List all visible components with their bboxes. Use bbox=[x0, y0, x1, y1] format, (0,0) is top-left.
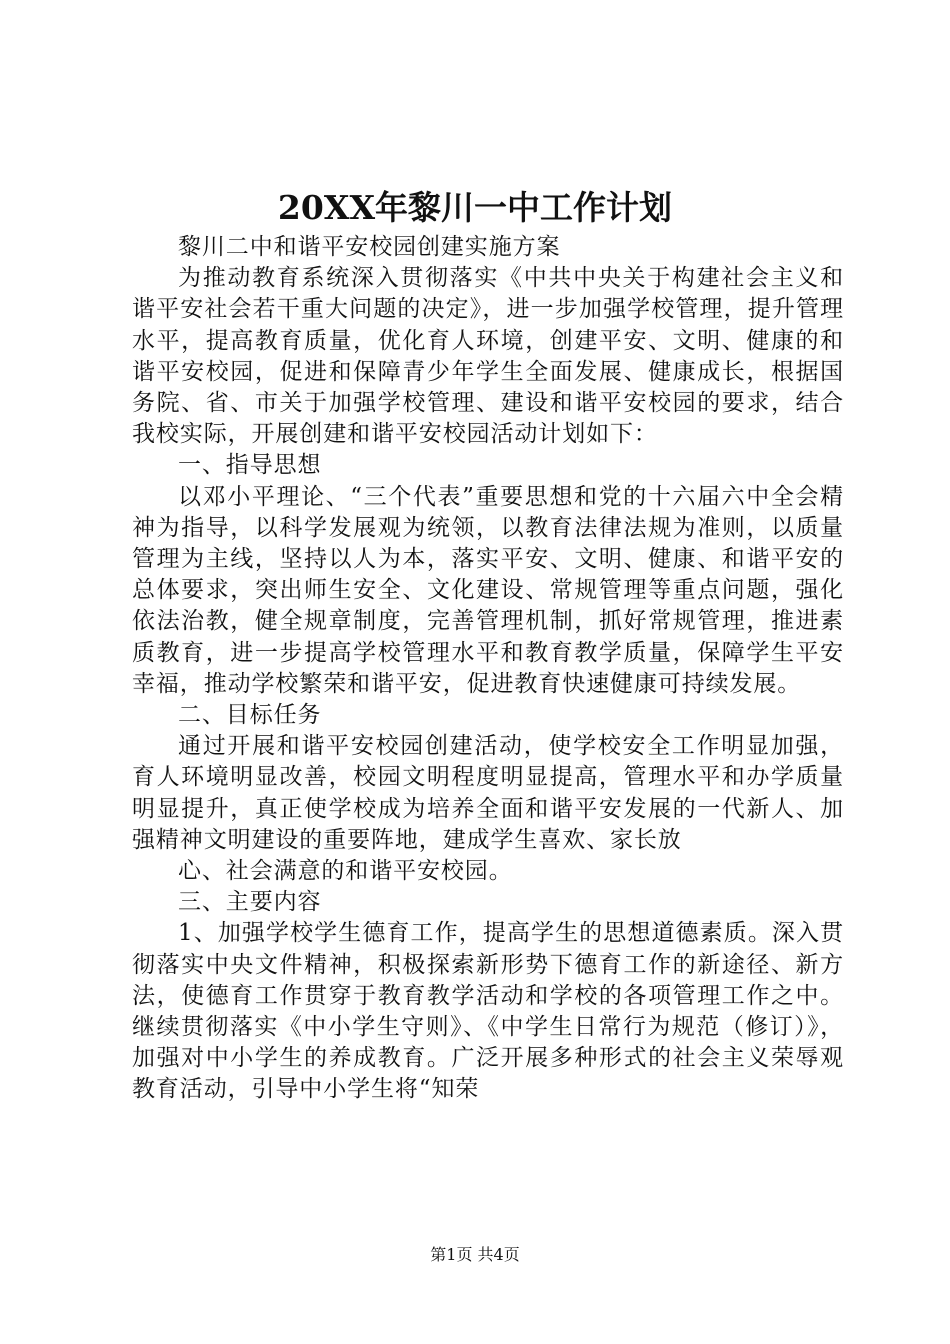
paragraph-goals-continued: 心、社会满意的和谐平安校园。 bbox=[178, 858, 513, 885]
paragraph-intro: 为推动教育系统深入贯彻落实《中共中央关于构建社会主义和谐平安社会若干重大问题的决定》，进一步加强学校管理，提升管理水平，提高教育质量，优化育人环境，创建平安、文明、健康的和谐平安校园，促进和保障青少年学生全面发展、健康成长，根据国务院、省、市关于加强学校管理、建设和谐平安校园的要求，结合我校实际，开展创建和谐平安校园活动计划如下： bbox=[132, 265, 844, 448]
document-body bbox=[132, 232, 844, 1106]
section-heading-main-content: 三、主要内容 bbox=[178, 889, 322, 916]
paragraph-main-content-1: 1、加强学校学生德育工作，提高学生的思想道德素质。深入贯彻落实中央文件精神，积极探索新形势下德育工作的新途径、新方法，使德育工作贯穿于教育教学活动和学校的各项管理工作之中。继续贯彻落实《中小学生守则》、《中学生日常行为规范（修订）》，加强对中小学生的养成教育。广泛开展多种形式的社会主义荣辱观教育活动，引导中小学生将“知荣 bbox=[132, 920, 844, 1103]
section-heading-guiding-thought: 一、指导思想 bbox=[178, 452, 322, 479]
document-title: 20XX年黎川一中工作计划 bbox=[277, 188, 673, 227]
page-number-footer: 第1页 共4页 bbox=[430, 1245, 520, 1264]
paragraph-subtitle: 黎川二中和谐平安校园创建实施方案 bbox=[178, 234, 561, 260]
section-heading-goals: 二、目标任务 bbox=[178, 702, 322, 729]
paragraph-guiding-thought: 以邓小平理论、“三个代表”重要思想和党的十六届六中全会精神为指导，以科学发展观为统领，以教育法律法规为准则，以质量管理为主线，坚持以人为本，落实平安、文明、健康、和谐平安的总体要求，突出师生安全、文化建设、常规管理等重点问题，强化依法治教，健全规章制度，完善管理机制，抓好常规管理，推进素质教育，进一步提高学校管理水平和教育教学质量，保障学生平安幸福，推动学校繁荣和谐平安，促进教育快速健康可持续发展。 bbox=[132, 483, 844, 697]
paragraph-goals: 通过开展和谐平安校园创建活动，使学校安全工作明显加强，育人环境明显改善，校园文明程度明显提高，管理水平和办学质量明显提升，真正使学校成为培养全面和谐平安发展的一代新人、加强精神文明建设的重要阵地，建成学生喜欢、家长放 bbox=[132, 733, 844, 853]
